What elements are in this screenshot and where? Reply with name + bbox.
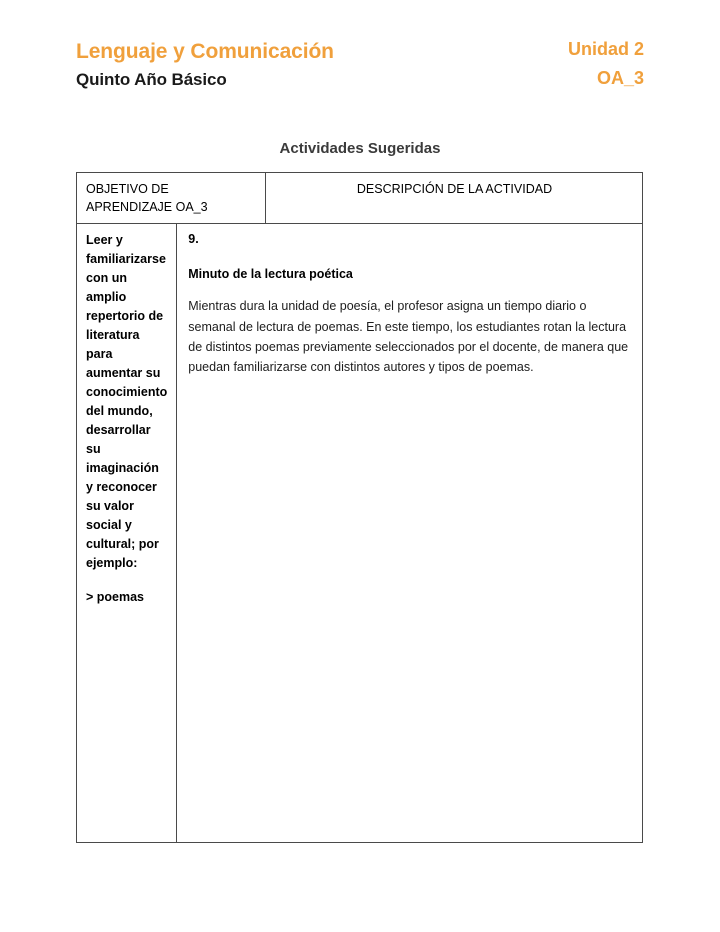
objective-example-item: > poemas	[86, 590, 145, 605]
table-header-description-label: DESCRIPCIÓN DE LA ACTIVIDAD	[356, 182, 553, 196]
subject-title: Lenguaje y Comunicación	[76, 40, 334, 63]
activity-body-text: Mientras dura la unidad de poesía, el profesor asigna un tiempo diario o semanal de lectura de poemas. En este tiempo, los estudiantes rotan la lectura de distintos poemas previamente seleccionados por el docente, de manera que puedan familiarizarse con distintos autores y tipos de poemas.	[188, 299, 629, 374]
document-header	[76, 38, 644, 91]
oa-code-label: OA_3	[596, 67, 644, 88]
table-header-cell-objective	[77, 173, 266, 223]
table-header-objective-label: OBJETIVO DE APRENDIZAJE OA_3	[86, 182, 208, 215]
header-left-group	[76, 38, 334, 91]
activity-cell	[177, 224, 642, 842]
table-header-row	[77, 173, 642, 224]
grade-title: Quinto Año Básico	[76, 69, 227, 89]
objective-cell	[77, 224, 177, 842]
objective-text: Leer y familiarizarse con un amplio repertorio de literatura para aumentar su conocimiento del mundo, desarrollar su imaginación y reconocer su valor social y cultural; por ejemplo:	[86, 233, 168, 571]
header-right-group	[568, 38, 644, 90]
unit-label: Unidad 2	[567, 39, 644, 59]
activities-table	[76, 172, 643, 843]
activity-heading: Minuto de la lectura poética	[188, 266, 353, 281]
section-title: Actividades Sugeridas	[279, 140, 441, 157]
table-header-cell-description	[266, 173, 642, 223]
table-body-row	[77, 224, 642, 842]
activity-number: 9.	[188, 232, 199, 247]
